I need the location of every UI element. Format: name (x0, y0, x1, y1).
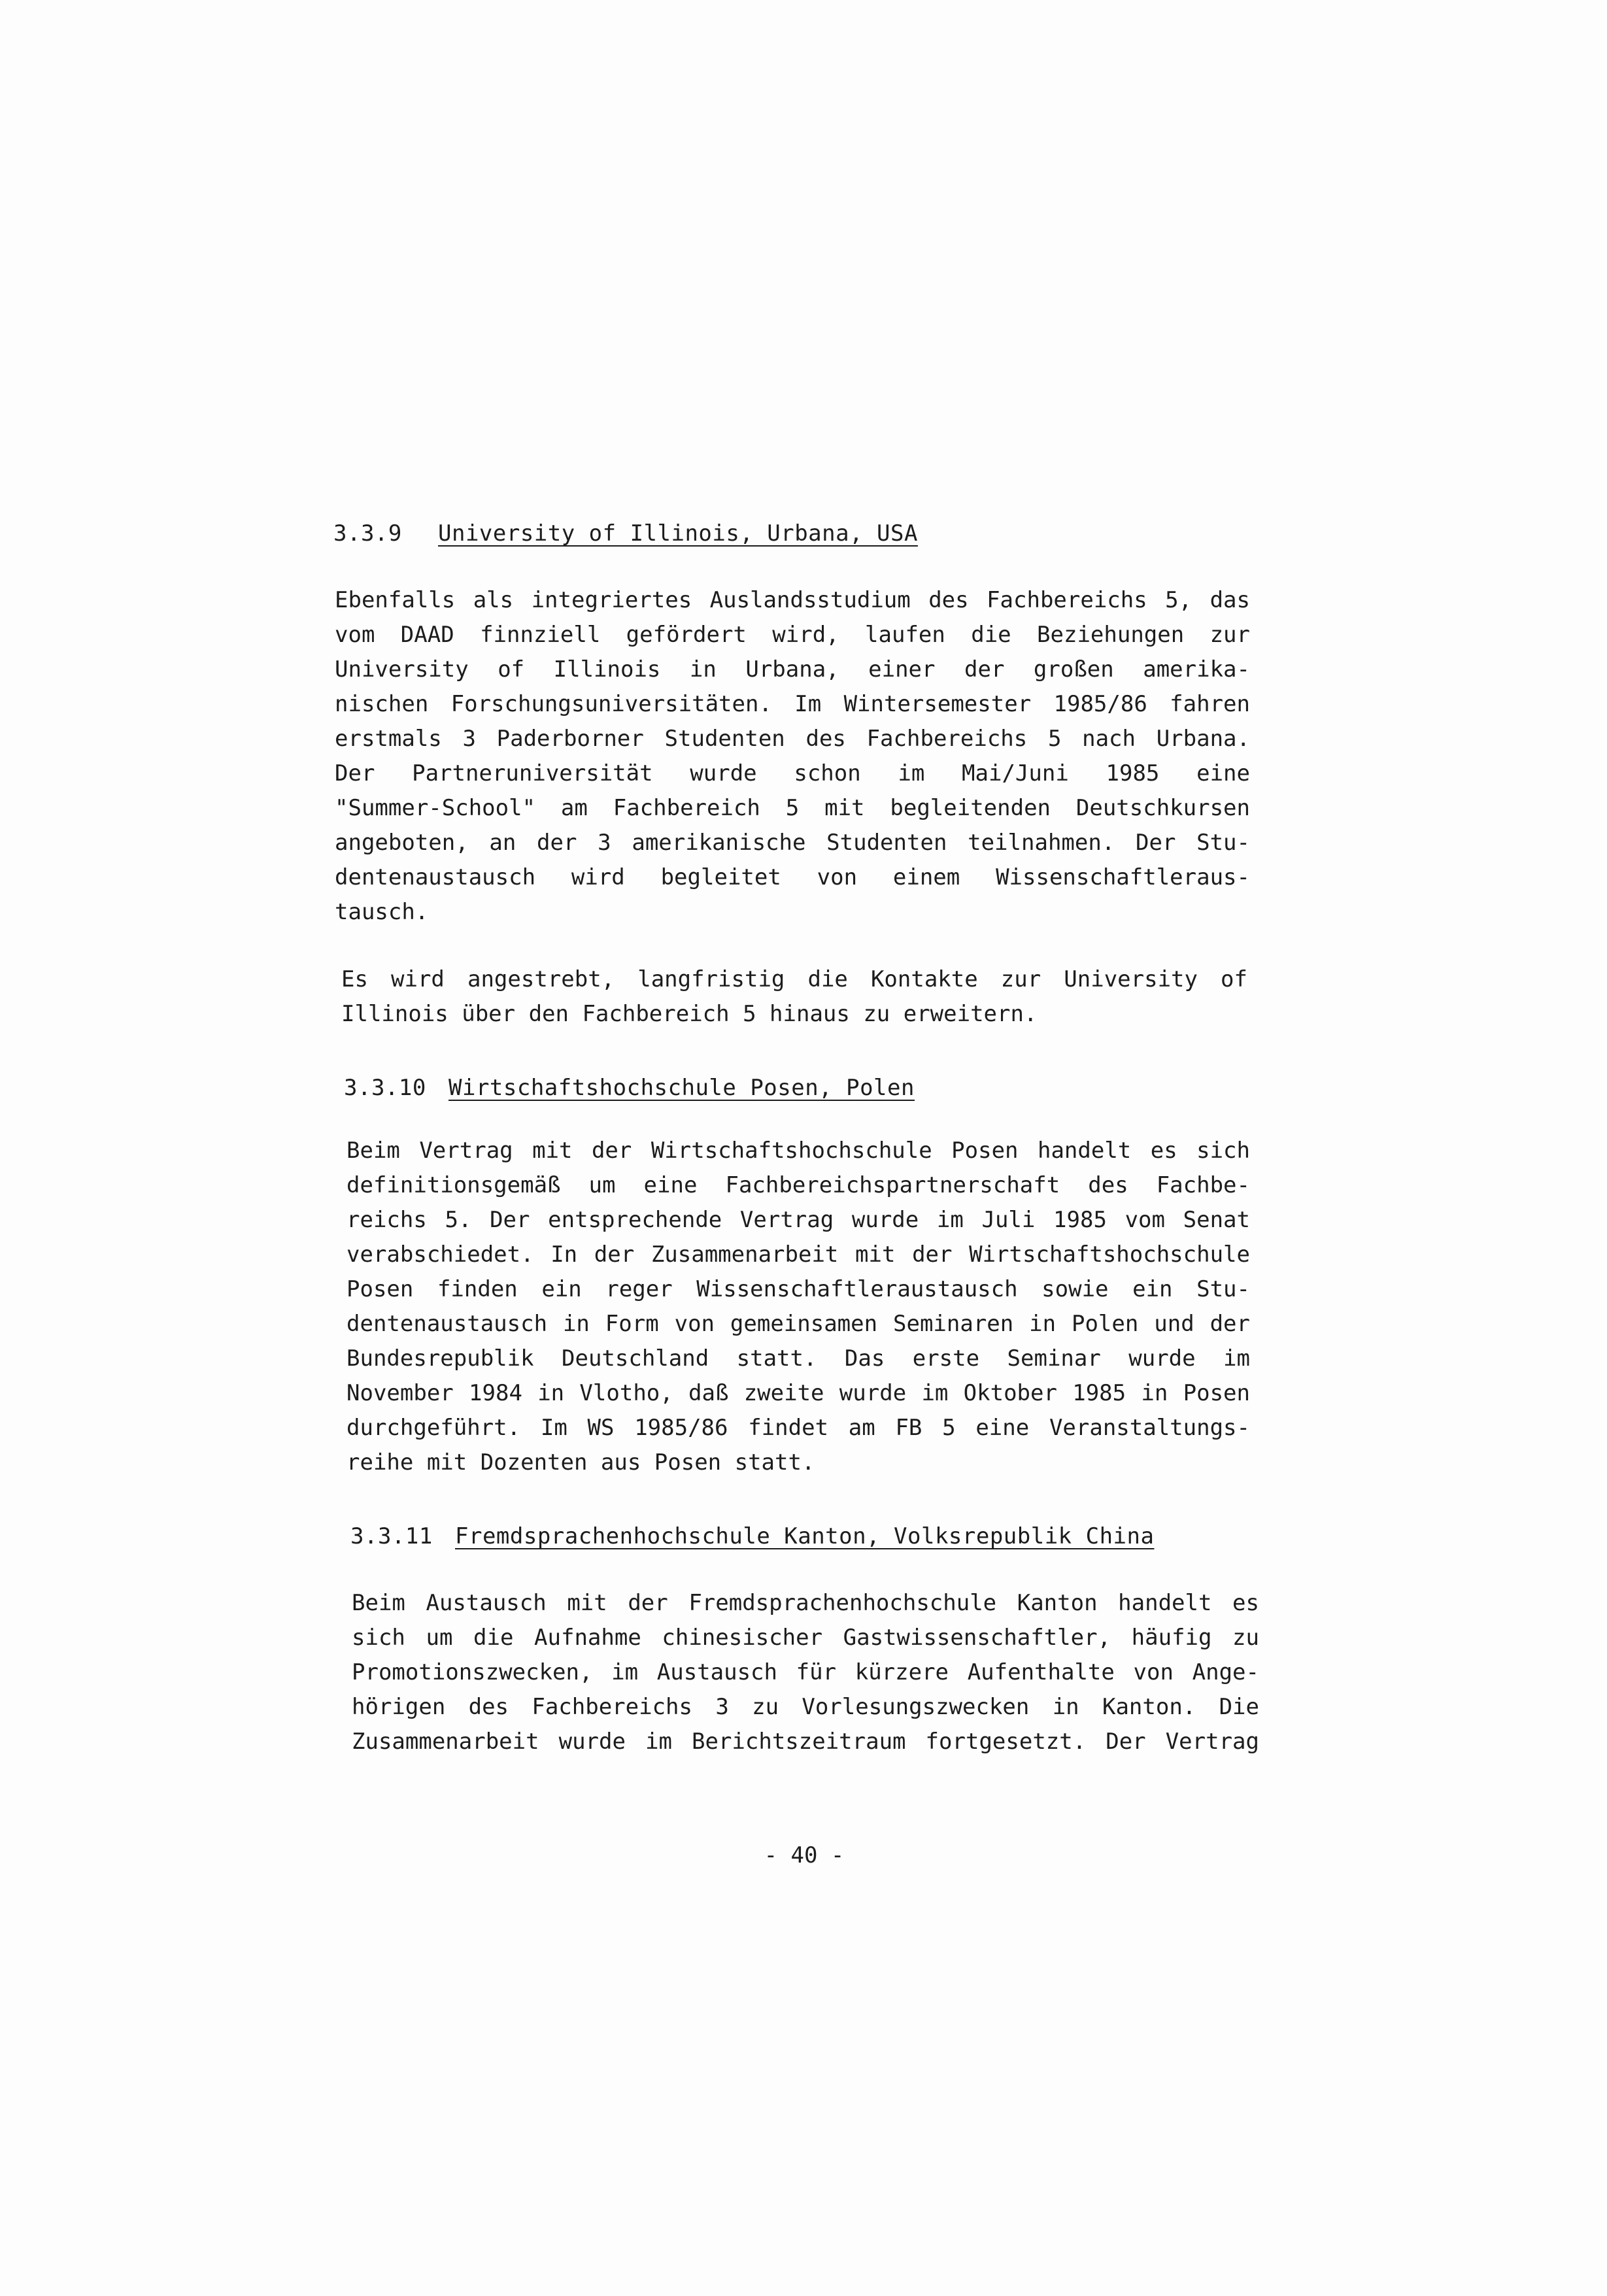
text-line: Der Partneruniversität wurde schon im Mai/Juni 1985 eine (335, 760, 1250, 786)
section-title: University of Illinois, Urbana, USA (438, 520, 918, 547)
paragraph (341, 962, 1247, 1032)
section-title: Wirtschaftshochschule Posen, Polen (448, 1075, 915, 1101)
text-line: durchgeführt. Im WS 1985/86 findet am FB 5 eine Veranstaltungs- (347, 1415, 1250, 1441)
paragraph (335, 583, 1250, 930)
text-line: University of Illinois in Urbana, einer der großen amerika- (335, 656, 1250, 683)
text-line: Illinois über den Fachbereich 5 hinaus zu erweitern. (341, 1001, 1038, 1027)
text-line: tausch. (335, 899, 429, 925)
paragraph (352, 1586, 1259, 1759)
text-line: hörigen des Fachbereichs 3 zu Vorlesungszwecken in Kanton. Die (352, 1694, 1259, 1720)
text-line: Zusammenarbeit wurde im Berichtszeitraum fortgesetzt. Der Vertrag (352, 1729, 1259, 1755)
text-line: Beim Vertrag mit der Wirtschaftshochschule Posen handelt es sich (347, 1138, 1250, 1164)
section-title: Fremdsprachenhochschule Kanton, Volksrepublik China (455, 1523, 1155, 1549)
text-line: reihe mit Dozenten aus Posen statt. (347, 1449, 815, 1476)
paragraph (347, 1134, 1250, 1480)
text-line: vom DAAD finnziell gefördert wird, laufen die Beziehungen zur (335, 622, 1250, 648)
text-line: Es wird angestrebt, langfristig die Kontakte zur University of (341, 966, 1247, 992)
text-line: Ebenfalls als integriertes Auslandsstudium des Fachbereichs 5, das (335, 587, 1250, 613)
section-heading (344, 1075, 915, 1101)
text-line: verabschiedet. In der Zusammenarbeit mit der Wirtschaftshochschule (347, 1241, 1250, 1268)
text-line: dentenaustausch wird begleitet von einem Wissenschaftleraus- (335, 864, 1250, 890)
text-line: nischen Forschungsuniversitäten. Im Wintersemester 1985/86 fahren (335, 691, 1250, 717)
section-number: 3.3.10 (344, 1075, 426, 1101)
text-line: November 1984 in Vlotho, daß zweite wurde im Oktober 1985 in Posen (347, 1380, 1250, 1406)
text-line: Promotionszwecken, im Austausch für kürzere Aufenthalte von Ange- (352, 1659, 1259, 1685)
section-number: 3.3.9 (333, 520, 402, 547)
text-line: "Summer-School" am Fachbereich 5 mit begleitenden Deutschkursen (335, 795, 1250, 821)
section-number: 3.3.11 (350, 1523, 433, 1549)
text-line: erstmals 3 Paderborner Studenten des Fachbereichs 5 nach Urbana. (335, 726, 1250, 752)
page-number: - 40 - (764, 1842, 845, 1868)
text-line: sich um die Aufnahme chinesischer Gastwissenschaftler, häufig zu (352, 1625, 1259, 1651)
text-line: angeboten, an der 3 amerikanische Studenten teilnahmen. Der Stu- (335, 830, 1250, 856)
text-line: reichs 5. Der entsprechende Vertrag wurde im Juli 1985 vom Senat (347, 1207, 1250, 1233)
text-line: Bundesrepublik Deutschland statt. Das erste Seminar wurde im (347, 1345, 1250, 1372)
text-line: Posen finden ein reger Wissenschaftleraustausch sowie ein Stu- (347, 1276, 1250, 1302)
section-heading (333, 520, 918, 547)
text-line: dentenaustausch in Form von gemeinsamen Seminaren in Polen und der (347, 1311, 1250, 1337)
text-line: definitionsgemäß um eine Fachbereichspartnerschaft des Fachbe- (347, 1172, 1250, 1198)
text-line: Beim Austausch mit der Fremdsprachenhochschule Kanton handelt es (352, 1590, 1259, 1616)
section-heading (350, 1523, 1154, 1549)
